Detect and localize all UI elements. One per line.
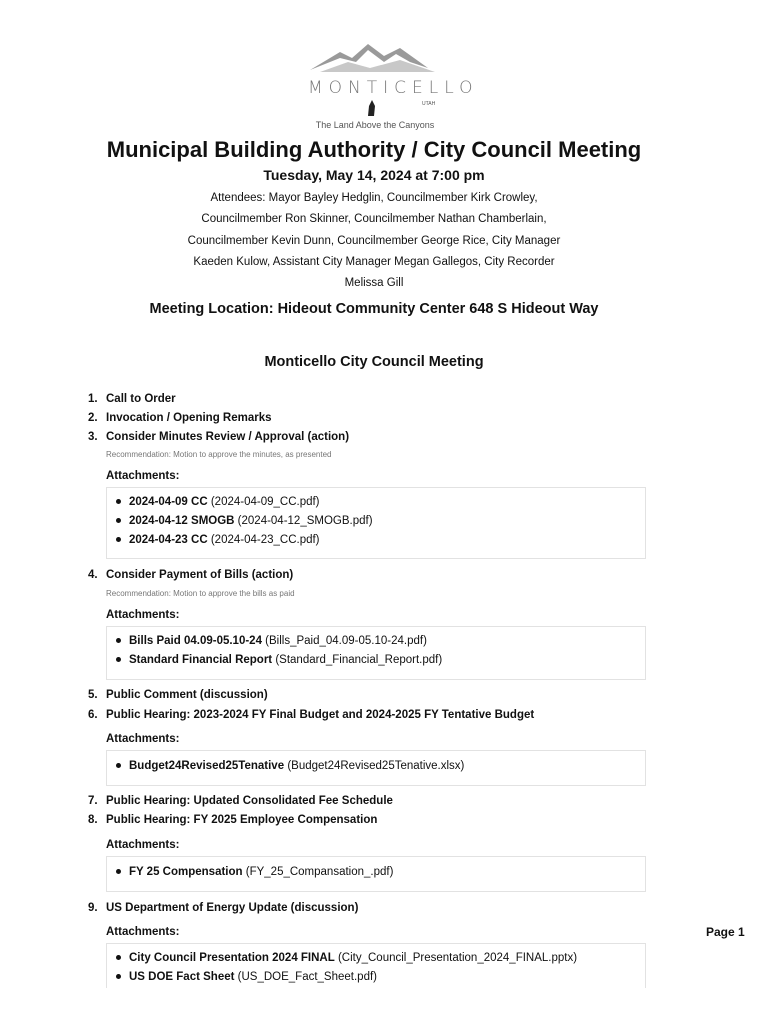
- attendees-line: Councilmember Kevin Dunn, Councilmember George Rice, City Manager: [187, 234, 561, 247]
- attachment-link[interactable]: Bills Paid 04.09-05.10-24 (Bills_Paid_04.09-05.10-24.pdf): [116, 635, 427, 647]
- agenda-item: 5. Public Comment (discussion): [88, 689, 268, 701]
- attachment-link[interactable]: US DOE Fact Sheet (US_DOE_Fact_Sheet.pdf): [116, 971, 377, 983]
- agenda-item: 6. Public Hearing: 2023-2024 FY Final Budget and 2024-2025 FY Tentative Budget: [88, 709, 535, 721]
- attachment-link[interactable]: Budget24Revised25Tenative (Budget24Revised25Tenative.xlsx): [116, 760, 464, 772]
- attachment-link[interactable]: FY 25 Compensation (FY_25_Compansation_.pdf): [116, 866, 393, 878]
- page-number: Page 1: [706, 925, 745, 939]
- attendees-line: Attendees: Mayor Bayley Hedglin, Councilmember Kirk Crowley,: [210, 192, 538, 204]
- attendees-line: Councilmember Ron Skinner, Councilmember Nathan Chamberlain,: [201, 213, 547, 226]
- attendees-line: Melissa Gill: [344, 277, 404, 290]
- agenda-item: 4. Consider Payment of Bills (action): [88, 569, 294, 581]
- meeting-date: Tuesday, May 14, 2024 at 7:00 pm: [263, 167, 485, 183]
- figure-icon: [366, 100, 378, 116]
- attachment-link[interactable]: Standard Financial Report (Standard_Financial_Report.pdf): [116, 654, 442, 666]
- attendees-line: Kaeden Kulow, Assistant City Manager Megan Gallegos, City Recorder: [193, 255, 555, 268]
- mountain-icon: [300, 38, 450, 78]
- agenda-item: 8. Public Hearing: FY 2025 Employee Compensation: [88, 814, 378, 826]
- agenda-item: 2. Invocation / Opening Remarks: [88, 412, 272, 424]
- attachments-label: Attachments:: [106, 609, 180, 621]
- attachments-label: Attachments:: [106, 733, 180, 745]
- agenda-item: 7. Public Hearing: Updated Consolidated Fee Schedule: [88, 795, 393, 807]
- attachments-label: Attachments:: [106, 839, 180, 851]
- attachment-link[interactable]: 2024-04-23 CC (2024-04-23_CC.pdf): [116, 534, 320, 546]
- logo-state: UTAH: [422, 101, 436, 107]
- monticello-logo: [300, 38, 479, 130]
- agenda-item: 9. US Department of Energy Update (discussion): [88, 902, 359, 914]
- recommendation: Recommendation: Motion to approve the bills as paid: [106, 589, 295, 598]
- recommendation: Recommendation: Motion to approve the minutes, as presented: [106, 450, 332, 459]
- section-title: Monticello City Council Meeting: [264, 354, 484, 370]
- agenda-item: 3. Consider Minutes Review / Approval (action): [88, 431, 350, 443]
- attachments-label: Attachments:: [106, 926, 180, 938]
- attachment-link[interactable]: City Council Presentation 2024 FINAL (City_Council_Presentation_2024_FINAL.pptx): [116, 952, 577, 964]
- page-title: Municipal Building Authority / City Council Meeting: [106, 137, 642, 162]
- attachment-link[interactable]: 2024-04-09 CC (2024-04-09_CC.pdf): [116, 496, 320, 508]
- attachments-label: Attachments:: [106, 470, 180, 482]
- attendees: [0, 188, 748, 294]
- logo-wordmark: MONTICELLO: [308, 78, 479, 98]
- meeting-location: Meeting Location: Hideout Community Center 648 S Hideout Way: [149, 301, 599, 317]
- agenda-item: 1. Call to Order: [88, 393, 176, 405]
- logo-tagline: The Land Above the Canyons: [315, 120, 435, 130]
- attachment-link[interactable]: 2024-04-12 SMOGB (2024-04-12_SMOGB.pdf): [116, 515, 373, 527]
